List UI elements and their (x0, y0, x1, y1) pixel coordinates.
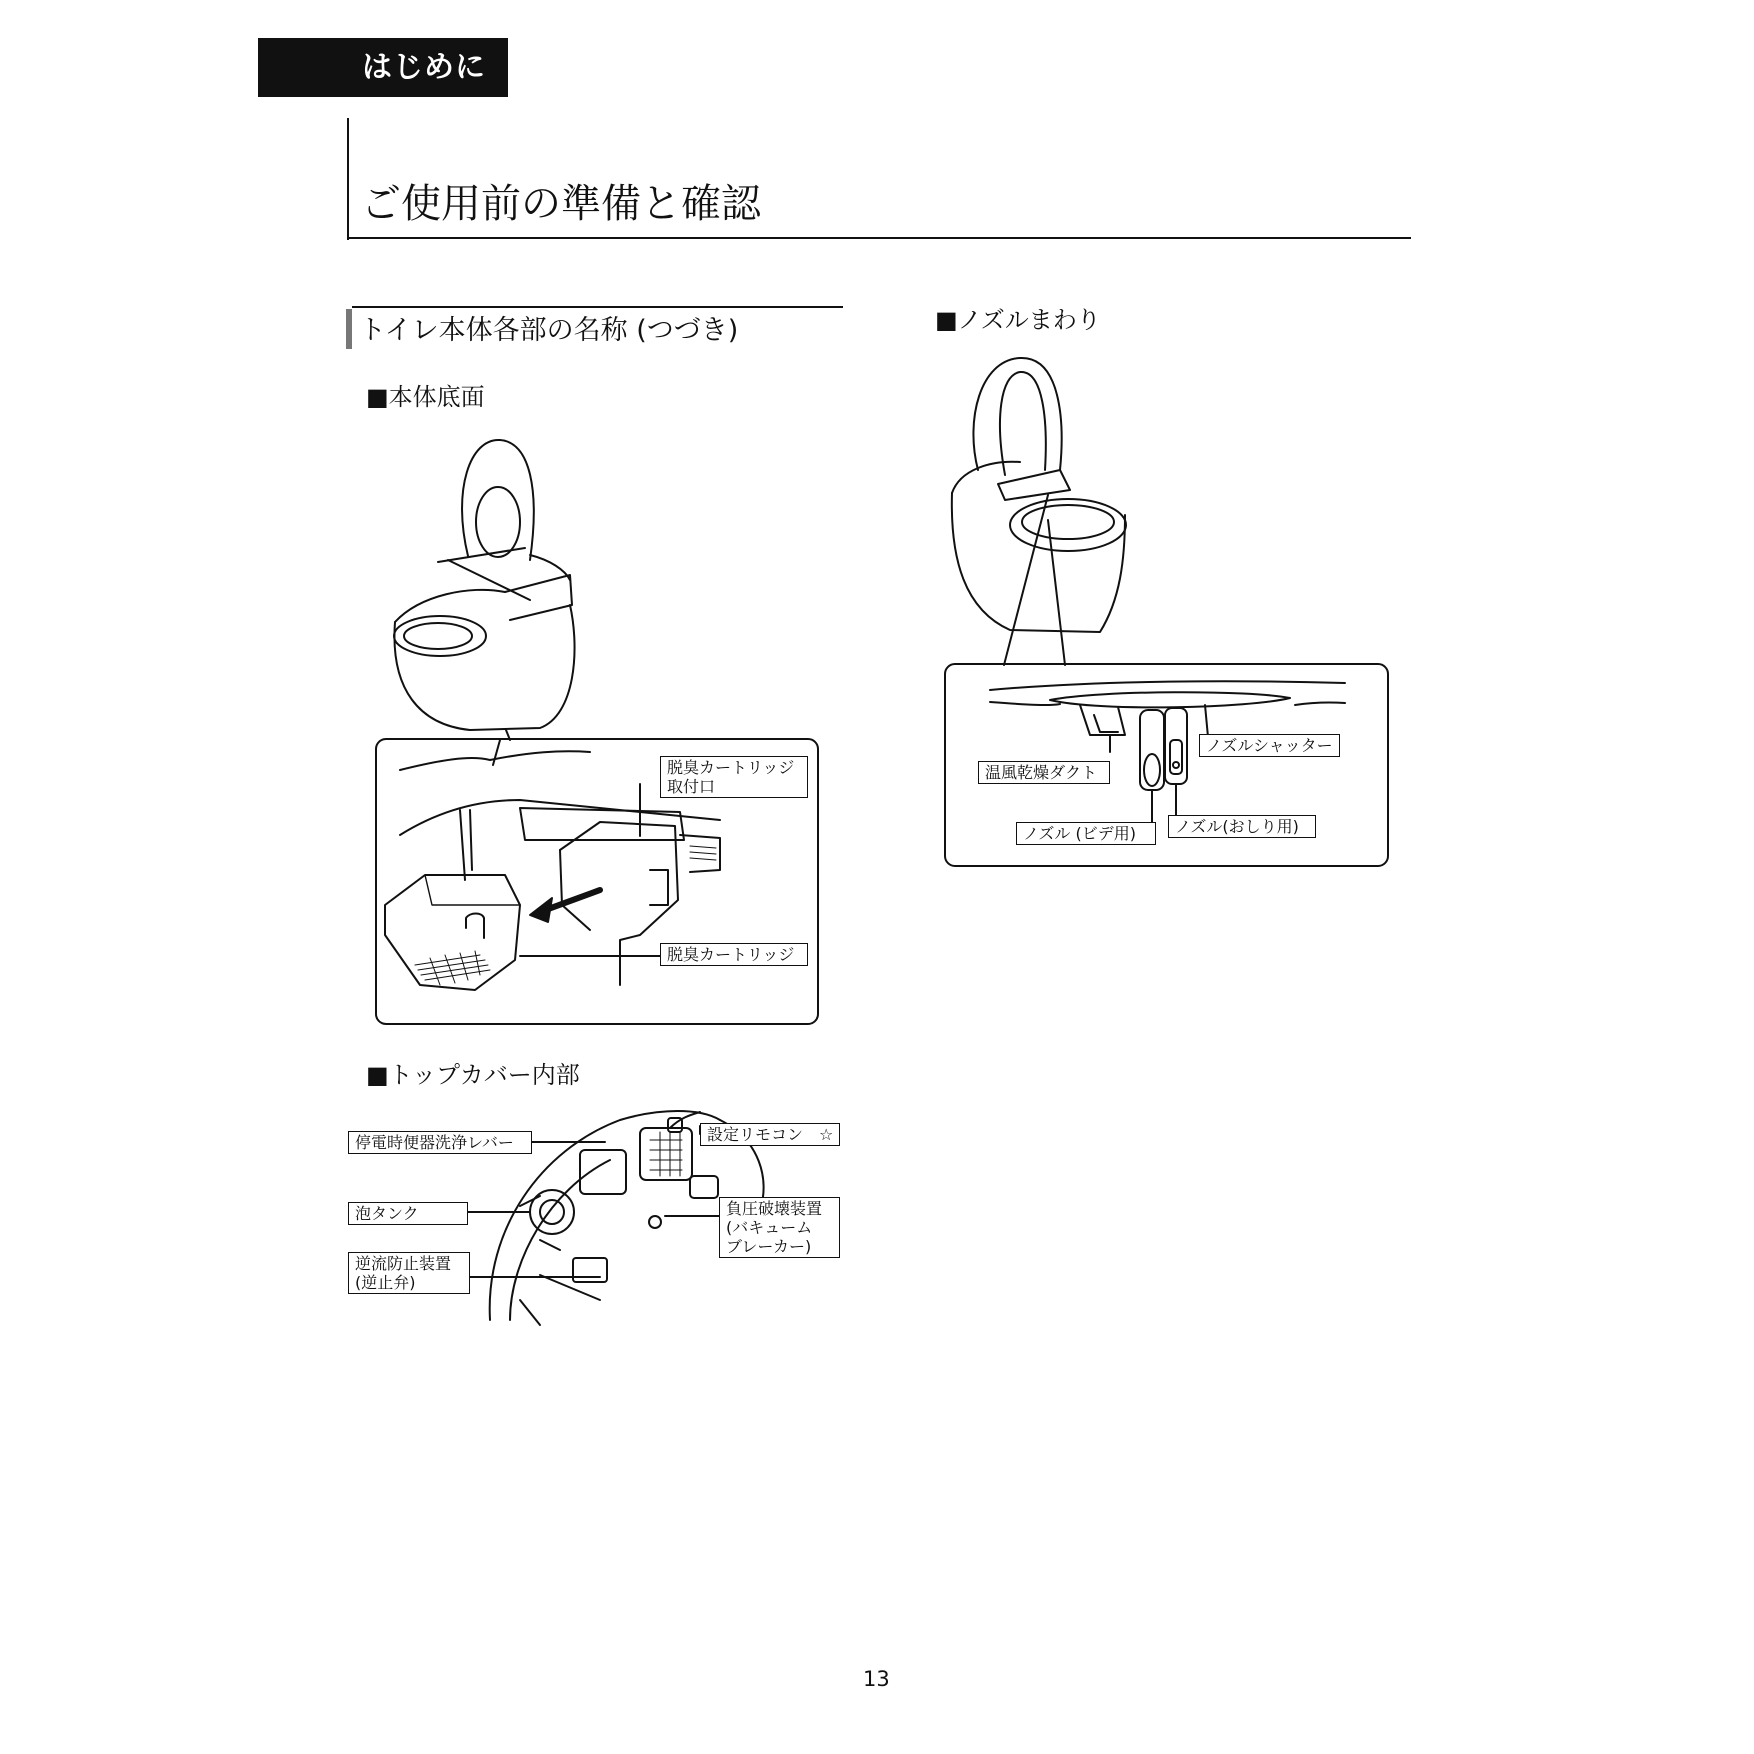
label-nozzle-shutter: ノズルシャッター (1199, 734, 1340, 757)
label-cartridge-mount (660, 756, 808, 798)
sub-title: トイレ本体各部の名称 (つづき) (359, 315, 739, 346)
section-tab: はじめに (258, 38, 508, 97)
nozzle-area-heading: ■ノズルまわり (935, 306, 1101, 334)
label-vacuum-breaker (719, 1197, 840, 1258)
bottom-view-heading: ■本体底面 (366, 383, 485, 411)
label-check-valve (348, 1252, 470, 1294)
label-cartridge: 脱臭カートリッジ (660, 943, 808, 966)
label-remote: 設定リモコン ☆ (700, 1123, 840, 1146)
label-vacuum-breaker-text: 負圧破壊装置 (バキューム ブレーカー) (726, 1199, 823, 1256)
label-lever: 停電時便器洗浄レバー (348, 1131, 532, 1154)
label-dryer-duct: 温風乾燥ダクト (978, 761, 1110, 784)
label-oshiri-nozzle: ノズル(おしり用) (1168, 815, 1316, 838)
label-check-valve-text: 逆流防止装置 (逆止弁) (355, 1254, 452, 1292)
top-cover-heading: ■トップカバー内部 (366, 1061, 580, 1089)
label-bidet-nozzle: ノズル (ビデ用) (1016, 822, 1156, 845)
toilet-illustration-left (394, 440, 575, 765)
label-foam-tank: 泡タンク (348, 1202, 468, 1225)
label-cartridge-mount-text: 脱臭カートリッジ 取付口 (667, 758, 795, 796)
page-title: ご使用前の準備と確認 (361, 181, 761, 227)
page-number: 13 (863, 1667, 890, 1691)
toilet-illustration-right (952, 358, 1126, 665)
